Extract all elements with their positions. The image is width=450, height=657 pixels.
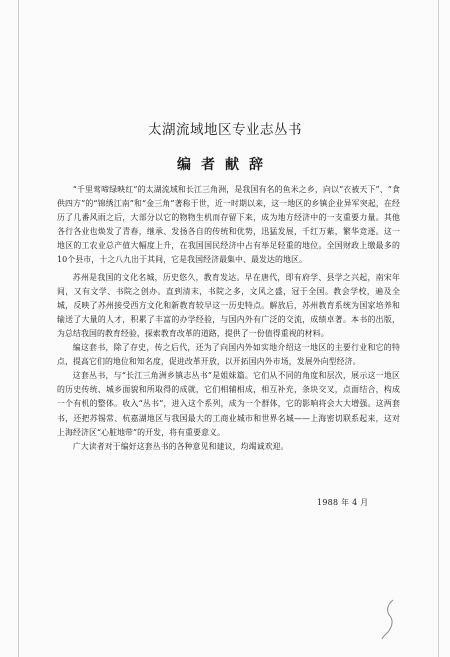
preface-date: 1988 年 4 月 <box>317 498 369 507</box>
preface-title: 编者献辞 <box>177 157 273 173</box>
paragraph-5: 广大读者对于编好这套丛书的各种意见和建议，均竭诚欢迎。 <box>72 441 289 451</box>
preface-body <box>57 183 400 454</box>
paragraph-3: 编这套书，除了存史，传之后代，还为了向国内外如实地介绍这一地区的主要行业和它的特点，提高它们的地位和知名度，促进改革开放，以开拓国内外市场，发展外向型经济。 <box>57 343 400 367</box>
series-title: 太湖流域地区专业志丛书 <box>148 122 302 138</box>
paragraph-4: 这套丛书，与“长江三角洲乡镇志丛书”是姐妹篇。它们从不同的角度和层次，展示这一地区的历史传统、城乡面貌和所取得的成就，它们相辅相成，相互补充，条块交叉，点面结合，构成一个有机的整体。收入“丛书”，进入这个系列，成为一个群体，它的影响将会大大增强。这两套书，还把苏锡常、杭嘉湖地区与我国最大的工商业城市和世界名城——上海密切联系起来，这对上海经济区“心脏地带”的开发，将有重要意义。 <box>57 371 400 437</box>
scan-left-edge <box>18 0 19 657</box>
scan-right-edge <box>438 0 439 657</box>
paragraph-1: “千里莺啼绿映红”的太湖流域和长江三角洲，是我国有名的鱼米之乡，向以“衣被天下”、“食供四方”的“锦绣江南”和“金三角”著称于世，近一时期以来，这一地区的乡镇企业异军突起，在经历了几番风雨之后，大部分以它的物物生机而存留下来，成为地方经济中的一支重要力量。其他各行各业也焕发了青春，继承、发扬各自的传统和优势，迅猛发展，千红万紫，繁华竞逐。这一地区的工农业总产值大幅度上升，在我国国民经济中占有举足轻重的地位。全国财政上缴最多的10个县市，十之八九出于其间，它是我国经济最集中、最发达的地区。 <box>57 185 400 265</box>
paragraph-2: 苏州是我国的文化名城，历史悠久，教育发达。早在唐代，即有府学、县学之兴起，南宋年间，又有文学、书院之创办。直到清末，书院之多，文风之盛，冠于全国。教会学校，遍及全城，反映了苏州接受西方文化和新教育较早这一历史特点。解放后，苏州教育系统为国家培养和输送了大量的人才，积累了丰富的办学经验，与国内外有广泛的交流，成绩卓著。本书的出版，为总结我国的教育经验，探索教育改革的道路，提供了一份值得重视的材料。 <box>57 272 400 338</box>
pencil-mark-icon <box>378 597 400 641</box>
